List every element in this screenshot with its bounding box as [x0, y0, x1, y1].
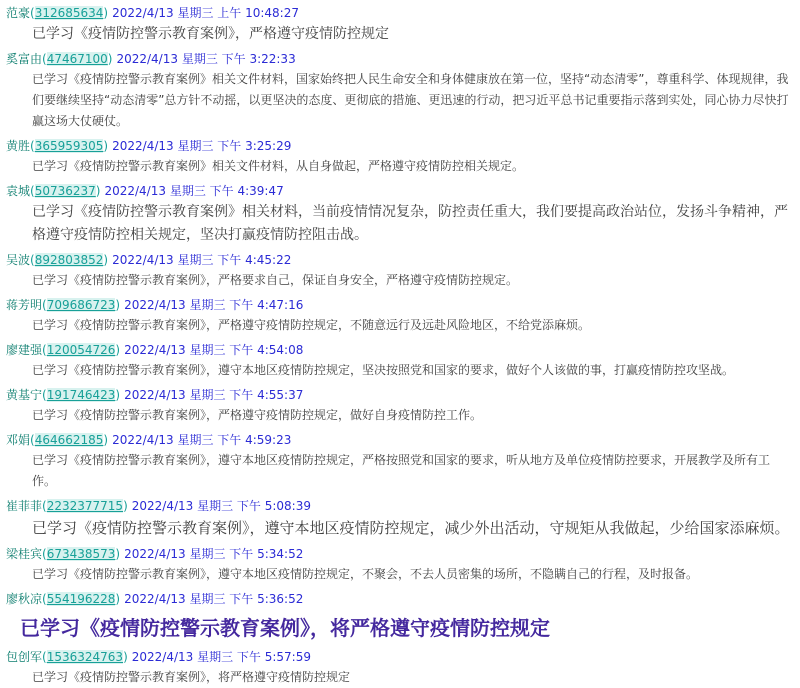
chat-message — [6, 388, 792, 426]
paren-close: ) — [103, 433, 109, 448]
paren-open: ( — [42, 547, 47, 562]
message-datetime: 2022/4/13 星期三 下午 4:45:22 — [112, 253, 292, 268]
message-text: 已学习《疫情防控警示教育案例》，严格遵守疫情防控规定 — [32, 26, 389, 42]
paren-close: ) — [115, 547, 121, 562]
paren-open: ( — [30, 139, 35, 154]
chat-message — [6, 547, 792, 585]
chat-message — [6, 52, 792, 132]
sender-name: 奚富由 — [6, 52, 43, 67]
paren-close: ) — [115, 343, 121, 358]
paren-open: ( — [42, 298, 47, 313]
chat-message — [6, 592, 792, 643]
qq-number-link[interactable]: 554196228 — [46, 592, 116, 607]
paren-close: ) — [103, 139, 109, 154]
message-header — [6, 650, 792, 665]
sender-name: 邓娟 — [6, 433, 31, 448]
message-header — [6, 52, 792, 67]
message-text: 已学习《疫情防控警示教育案例》相关文件材料，国家始终把人民生命安全和身体健康放在第一位，坚持“动态清零”，尊重科学、体现规律，我们要继续坚持“动态清零”总方针不动摇，以更坚决的态度、更彻底的措施、更迅速的行动，把习近平总书记重要指示落到实处，同心协力尽快打赢这场大仗硬仗。 — [32, 72, 789, 129]
message-datetime: 2022/4/13 星期三 下午 4:47:16 — [124, 298, 304, 313]
message-text: 已学习《疫情防控警示教育案例》，遵守本地区疫情防控规定，严格按照党和国家的要求，听从地方及单位疫情防控要求，开展教学及所有工作。 — [32, 453, 771, 489]
paren-open: ( — [42, 650, 47, 665]
sender-name: 袁城 — [6, 184, 31, 199]
paren-open: ( — [42, 52, 47, 67]
paren-close: ) — [115, 592, 121, 607]
chat-message — [6, 343, 792, 381]
chat-message — [6, 298, 792, 336]
paren-open: ( — [42, 388, 47, 403]
message-datetime: 2022/4/13 星期三 下午 4:39:47 — [104, 184, 284, 199]
chat-log — [6, 6, 792, 688]
message-text: 已学习《疫情防控警示教育案例》，严格遵守疫情防控规定，不随意远行及远赴风险地区，不给党添麻烦。 — [32, 318, 591, 333]
chat-message — [6, 253, 792, 291]
qq-number-link[interactable]: 312685634 — [34, 6, 104, 20]
chat-message — [6, 650, 792, 688]
paren-close: ) — [123, 499, 128, 514]
message-header — [6, 547, 792, 562]
message-datetime: 2022/4/13 星期三 下午 4:54:08 — [124, 343, 304, 358]
paren-close: ) — [107, 52, 113, 67]
qq-number-link[interactable]: 464662185 — [34, 433, 104, 448]
sender-name: 吴波 — [6, 253, 31, 268]
paren-open: ( — [30, 6, 35, 20]
message-header — [6, 184, 792, 199]
message-text: 已学习《疫情防控警示教育案例》，将严格遵守疫情防控规定 — [20, 616, 550, 641]
message-header — [6, 253, 792, 268]
message-header — [6, 433, 792, 448]
paren-open: ( — [42, 499, 47, 514]
sender-name: 黄胜 — [6, 139, 31, 154]
paren-close: ) — [103, 6, 109, 20]
message-text: 已学习《疫情防控警示教育案例》，遵守本地区疫情防控规定，坚决按照党和国家的要求，做好个人该做的事，打赢疫情防控攻坚战。 — [32, 363, 735, 378]
sender-name: 包创军 — [6, 650, 43, 665]
paren-close: ) — [95, 184, 101, 199]
qq-number-link[interactable]: 892803852 — [34, 253, 104, 268]
message-datetime: 2022/4/13 星期三 上午 10:48:27 — [112, 6, 299, 20]
message-text: 已学习《疫情防控警示教育案例》相关文件材料，从自身做起，严格遵守疫情防控相关规定。 — [32, 159, 525, 174]
message-header — [6, 139, 792, 154]
message-datetime: 2022/4/13 星期三 下午 4:55:37 — [124, 388, 304, 403]
message-datetime: 2022/4/13 星期三 下午 5:08:39 — [131, 499, 311, 514]
message-text: 已学习《疫情防控警示教育案例》，将严格遵守疫情防控规定 — [32, 670, 351, 685]
chat-message — [6, 499, 792, 540]
paren-close: ) — [115, 298, 121, 313]
paren-open: ( — [42, 592, 47, 607]
sender-name: 崔菲菲 — [6, 499, 43, 514]
message-header — [6, 298, 792, 313]
message-datetime: 2022/4/13 星期三 下午 3:25:29 — [112, 139, 292, 154]
message-datetime: 2022/4/13 星期三 下午 4:59:23 — [112, 433, 292, 448]
message-header — [6, 343, 792, 358]
message-text: 已学习《疫情防控警示教育案例》，严格要求自己，保证自身安全，严格遵守疫情防控规定。 — [32, 273, 519, 288]
message-header — [6, 6, 792, 21]
paren-open: ( — [30, 253, 35, 268]
qq-number-link[interactable]: 2232377715 — [46, 499, 124, 514]
message-text: 已学习《疫情防控警示教育案例》相关材料，当前疫情情况复杂，防控责任重大，我们要提高政治站位，发扬斗争精神，严格遵守疫情防控相关规定，坚决打赢疫情防控阻击战。 — [32, 204, 788, 243]
sender-name: 廖秋凉 — [6, 592, 43, 607]
message-text: 已学习《疫情防控警示教育案例》，遵守本地区疫情防控规定，不聚会，不去人员密集的场所，不隐瞒自己的行程，及时报备。 — [32, 567, 699, 582]
sender-name: 黄基宁 — [6, 388, 43, 403]
paren-open: ( — [30, 184, 35, 199]
qq-number-link[interactable]: 47467100 — [46, 52, 108, 67]
message-header — [6, 388, 792, 403]
chat-message — [6, 6, 792, 45]
message-datetime: 2022/4/13 星期三 下午 5:36:52 — [124, 592, 304, 607]
paren-close: ) — [115, 388, 121, 403]
message-text: 已学习《疫情防控警示教育案例》，遵守本地区疫情防控规定，减少外出活动，守规矩从我做起，少给国家添麻烦。 — [32, 519, 790, 538]
paren-open: ( — [30, 433, 35, 448]
sender-name: 范豪 — [6, 6, 31, 20]
message-datetime: 2022/4/13 星期三 下午 5:57:59 — [131, 650, 311, 665]
qq-number-link[interactable]: 120054726 — [46, 343, 116, 358]
paren-close: ) — [103, 253, 109, 268]
qq-number-link[interactable]: 191746423 — [46, 388, 116, 403]
qq-number-link[interactable]: 365959305 — [34, 139, 104, 154]
message-datetime: 2022/4/13 星期三 下午 3:22:33 — [116, 52, 296, 67]
sender-name: 梁桂宾 — [6, 547, 43, 562]
paren-open: ( — [42, 343, 47, 358]
paren-close: ) — [123, 650, 128, 665]
qq-number-link[interactable]: 1536324763 — [46, 650, 124, 665]
sender-name: 蒋芳明 — [6, 298, 43, 313]
message-header — [6, 499, 792, 514]
message-text: 已学习《疫情防控警示教育案例》，严格遵守疫情防控规定，做好自身疫情防控工作。 — [32, 408, 483, 423]
message-datetime: 2022/4/13 星期三 下午 5:34:52 — [124, 547, 304, 562]
qq-number-link[interactable]: 673438573 — [46, 547, 116, 562]
message-header — [6, 592, 792, 607]
chat-message — [6, 139, 792, 177]
qq-number-link[interactable]: 50736237 — [34, 184, 96, 199]
chat-message — [6, 433, 792, 492]
chat-message — [6, 184, 792, 246]
sender-name: 廖建强 — [6, 343, 43, 358]
qq-number-link[interactable]: 709686723 — [46, 298, 116, 313]
